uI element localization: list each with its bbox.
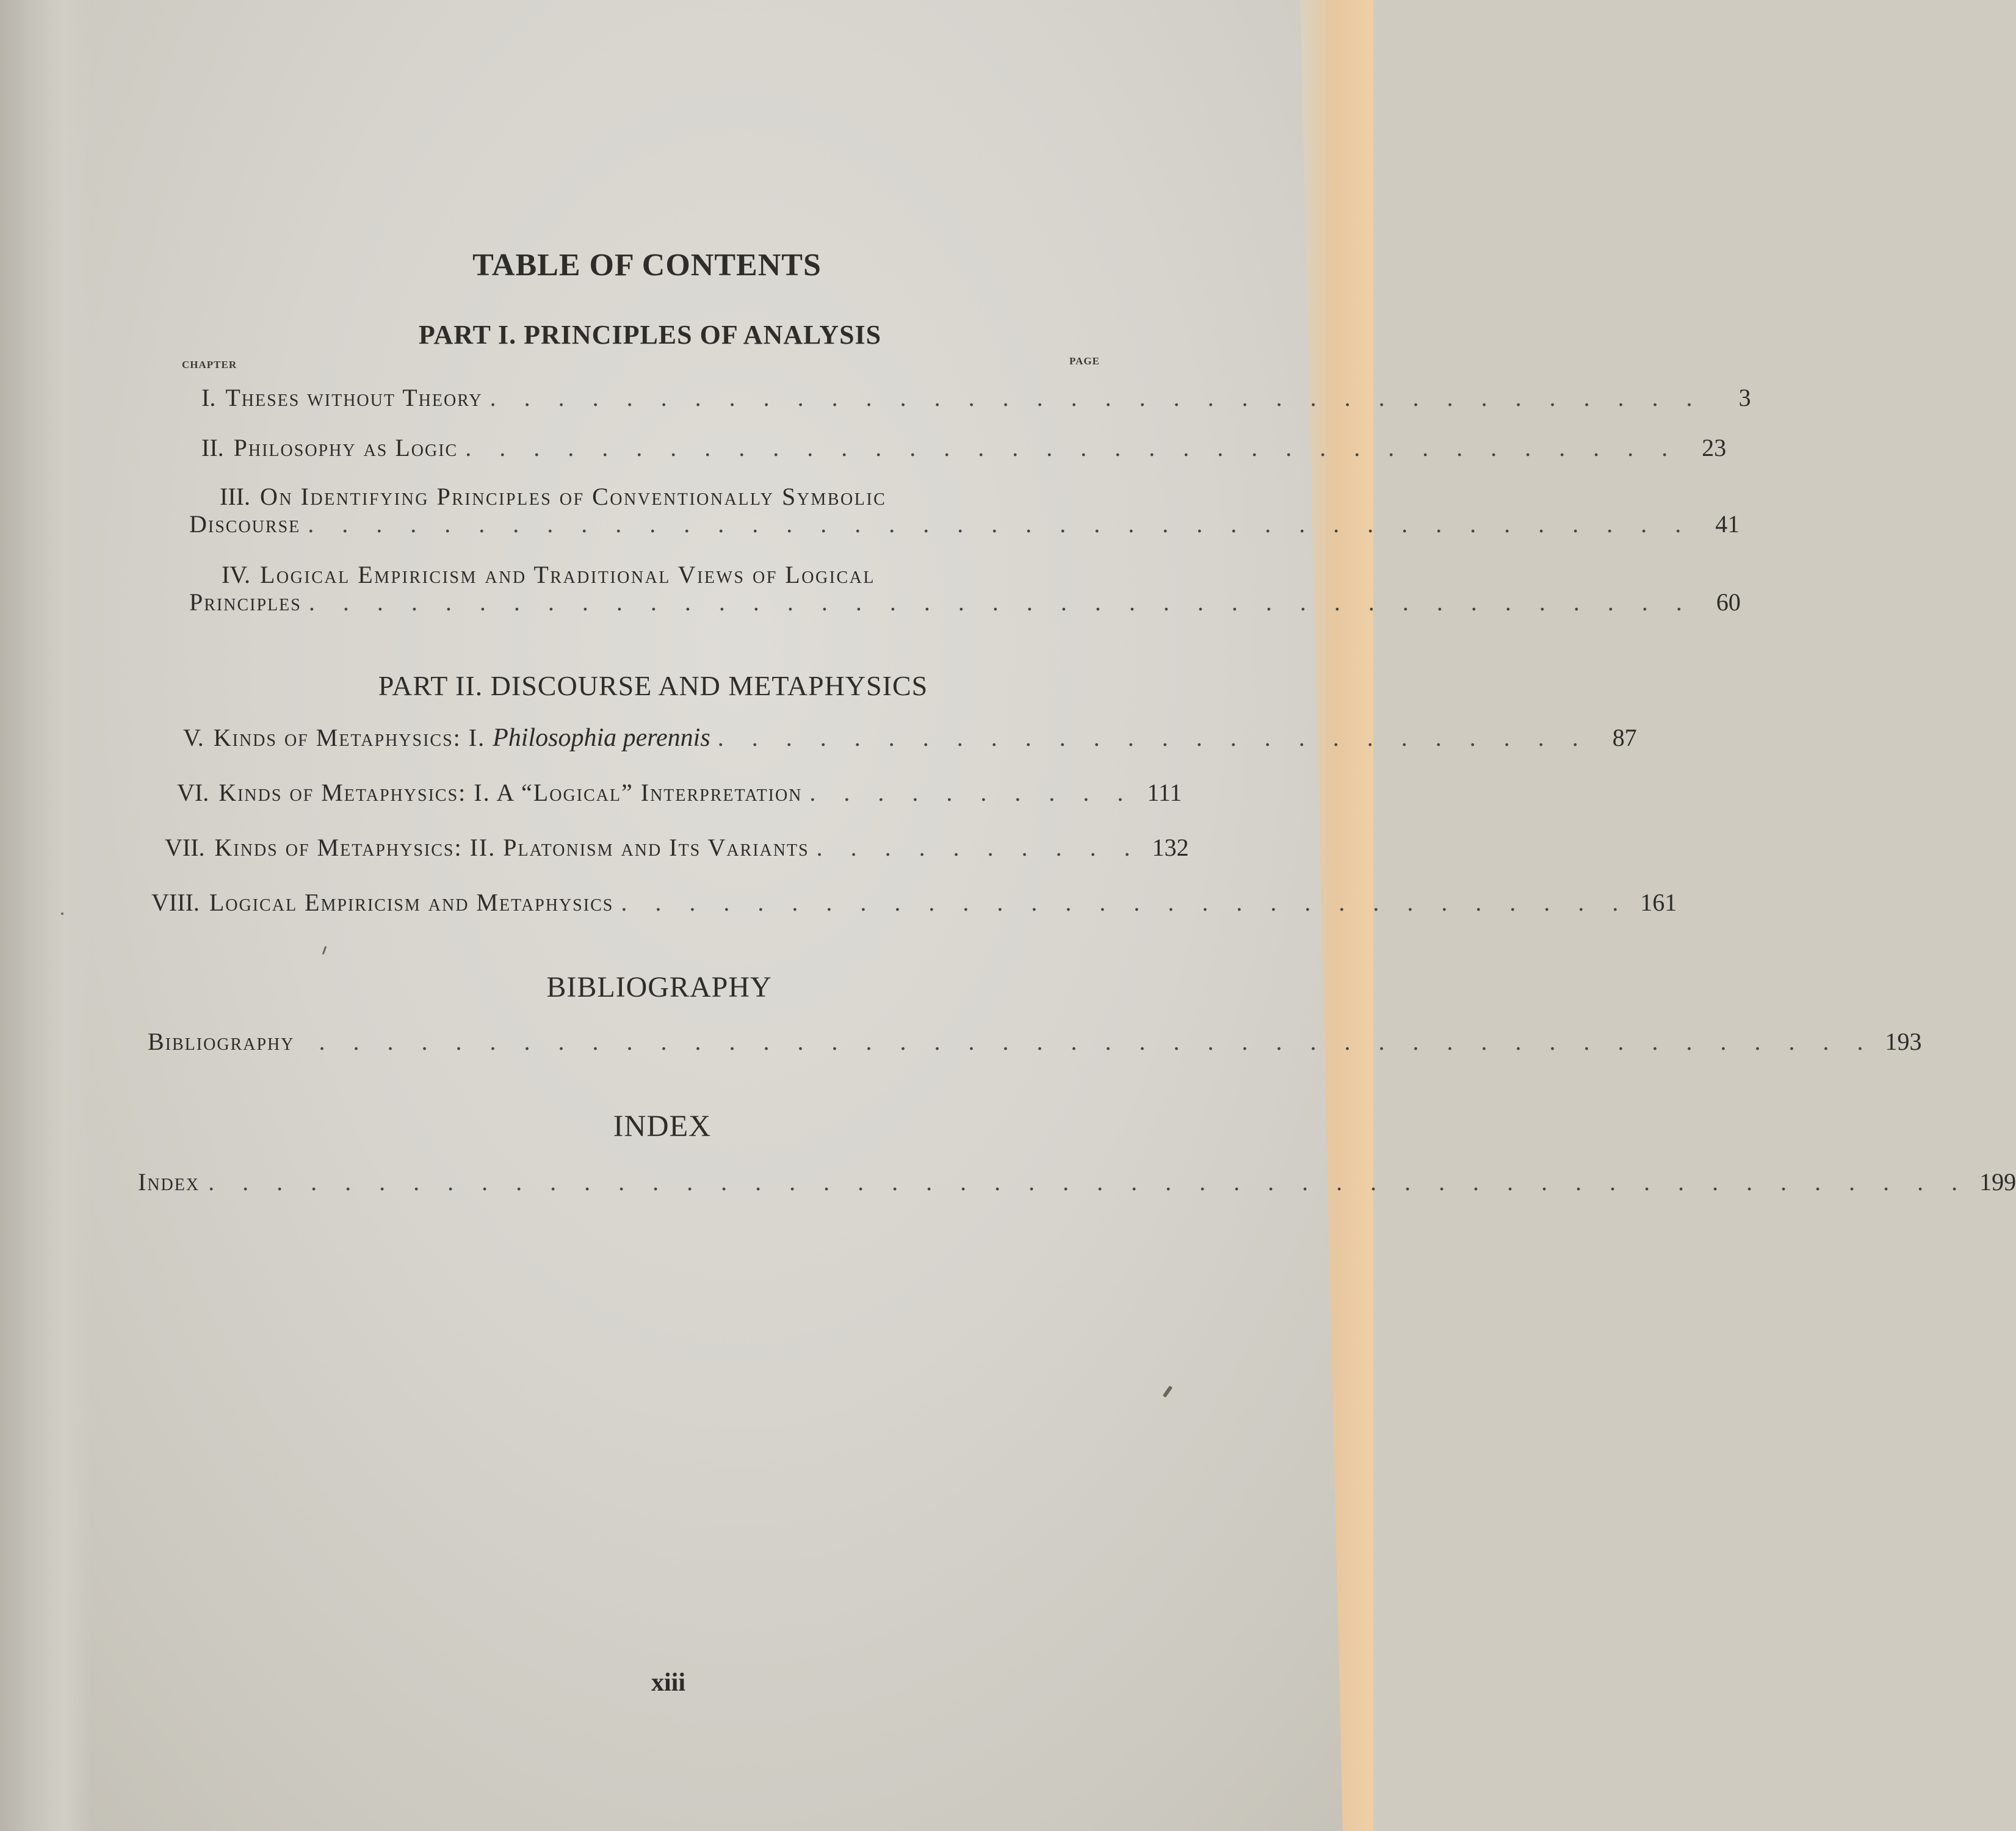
dot-leader: . . . . . . . . . . . . . . . . . . . . . . . . . . . . . . . . . . . . . . . . .	[308, 510, 1693, 538]
page-number: 161	[1640, 889, 1677, 916]
chapter-title-text: Kinds of Metaphysics: I.	[213, 724, 486, 751]
dot-leader: . . . . . . . . . . . . . . . . . . . . . . . . . . . . . . . . . . . .	[465, 434, 1679, 461]
page-number: 3	[1738, 384, 1751, 411]
chapter-number: VII.	[165, 834, 205, 861]
page-number: 87	[1612, 724, 1637, 751]
chapter-number: II.	[201, 434, 224, 461]
chapter-number: IV.	[221, 561, 250, 588]
toc-entry-chapter-3[interactable]	[189, 482, 1740, 538]
chapter-title-line-1: Logical Empiricism and Traditional Views of Logical	[260, 561, 875, 588]
toc-entry-bibliography[interactable]	[148, 1027, 1922, 1056]
chapter-title-line-2: Discourse	[189, 510, 301, 538]
chapter-title-line-2: Principles	[189, 588, 302, 616]
dot-leader: . . . . . . . . . .	[809, 779, 1135, 806]
entry-title: Bibliography	[148, 1028, 295, 1055]
page-number: 60	[1716, 588, 1741, 616]
chapter-number: VI.	[177, 779, 209, 806]
chapter-title: Kinds of Metaphysics: I. A “Logical” Interpretation	[219, 779, 803, 806]
chapter-title: Philosophy as Logic	[233, 434, 458, 461]
chapter-title-line-1: On Identifying Principles of Conventionally Symbolic	[260, 483, 887, 510]
page-number: 111	[1147, 779, 1182, 806]
chapter-number: III.	[220, 483, 250, 510]
chapter-title: Theses without Theory	[225, 384, 483, 411]
page-number: 193	[1885, 1028, 1922, 1055]
chapter-number: V.	[183, 724, 204, 751]
page-number: 132	[1152, 834, 1189, 861]
toc-title: TABLE OF CONTENTS	[472, 248, 822, 283]
paper-speck	[1163, 1385, 1172, 1398]
chapter-column-label: CHAPTER	[182, 359, 237, 370]
toc-entry-index[interactable]	[138, 1168, 2016, 1196]
page-number: 23	[1702, 434, 1727, 461]
part-heading-1: PART I. PRINCIPLES OF ANALYSIS	[418, 320, 882, 350]
paper-speck	[322, 946, 327, 955]
bibliography-heading: BIBLIOGRAPHY	[546, 971, 772, 1003]
chapter-title: Kinds of Metaphysics: II. Platonism and Its Variants	[214, 834, 809, 861]
toc-entry-chapter-5[interactable]	[183, 723, 1637, 753]
toc-entry-chapter-6[interactable]	[177, 778, 1182, 807]
page-column-label: PAGE	[1069, 355, 1100, 367]
chapter-title-italic: Philosophia perennis	[493, 724, 710, 752]
dot-leader: . . . . . . . . . . . . . . . . . . . . . . . . . . . . . . . . . . . . . . . . . . . . . . . . . . . .	[208, 1168, 1969, 1196]
toc-entry-chapter-8[interactable]	[151, 888, 1677, 917]
page-number: 41	[1715, 510, 1740, 538]
dot-leader: . . . . . . . . . . . . . . . . . . . . . . . . . . . . . . . . . . . .	[490, 384, 1703, 411]
dot-leader: . . . . . . . . . . . . . . . . . . . . . . . . . .	[717, 724, 1589, 751]
chapter-title	[214, 723, 710, 753]
chapter-number: VIII.	[151, 889, 200, 916]
page-number: 199	[1979, 1168, 2016, 1196]
dot-leader: . . . . . . . . . . . . . . . . . . . . . . . . . . . . . . . . . . . . . . . . .	[308, 588, 1693, 616]
page-folio: xiii	[651, 1669, 685, 1697]
dot-leader: . . . . . . . . . .	[816, 834, 1141, 861]
chapter-title: Logical Empiricism and Metaphysics	[209, 889, 614, 916]
dot-leader: . . . . . . . . . . . . . . . . . . . . . . . . . . . . . . . . . . . . . . . . . . . . . .	[319, 1028, 1874, 1055]
index-heading: INDEX	[613, 1108, 712, 1143]
dot-leader: . . . . . . . . . . . . . . . . . . . . . . . . . . . . . .	[621, 889, 1630, 916]
toc-entry-chapter-2[interactable]	[201, 433, 1727, 462]
chapter-number: I.	[201, 384, 216, 411]
entry-title: Index	[138, 1168, 200, 1196]
toc-entry-chapter-4[interactable]	[189, 560, 1741, 616]
toc-entry-chapter-1[interactable]	[201, 383, 1751, 412]
toc-entry-chapter-7[interactable]	[165, 833, 1189, 862]
paper-speck	[61, 912, 63, 915]
part-heading-2: PART II. DISCOURSE AND METAPHYSICS	[378, 670, 928, 701]
